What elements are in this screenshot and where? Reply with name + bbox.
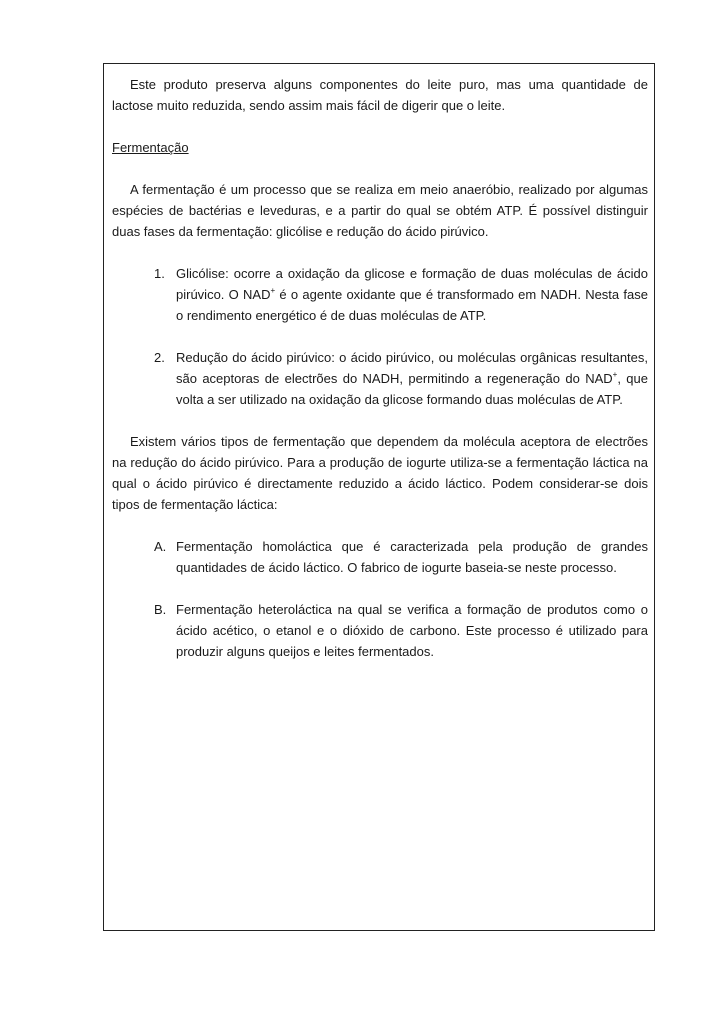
list-item (112, 347, 648, 410)
list-item-text: Fermentação heteroláctica na qual se verifica a formação de produtos como o ácido acético, o etanol e o dióxido de carbono. Este processo é utilizado para produzir alguns queijos e leites fermentados. (176, 602, 648, 659)
list-marker: B. (154, 602, 167, 617)
list-item-text: é o agente oxidante que é transformado em NADH. Nesta fase o rendimento energético é de duas moléculas de ATP. (176, 287, 648, 323)
list-item-text: Redução do ácido pirúvico: o ácido pirúvico, ou moléculas orgânicas resultantes, são aceptoras de electrões do NADH, permitindo a regeneração do NAD (176, 350, 648, 386)
superscript: + (612, 369, 618, 379)
superscript: + (270, 285, 276, 295)
intro-paragraph: Este produto preserva alguns componentes do leite puro, mas uma quantidade de lactose muito reduzida, sendo assim mais fácil de digerir que o leite. (112, 77, 648, 113)
list-item-text: Glicólise: ocorre a oxidação da glicose e formação de duas moléculas de ácido pirúvico. O NAD (176, 266, 648, 302)
fermentation-types-paragraph: Existem vários tipos de fermentação que dependem da molécula aceptora de electrões na redução do ácido pirúvico. Para a produção de iogurte utiliza-se a fermentação láctica na qual o ácido pirúvico é directamente reduzido a ácido láctico. Podem considerar-se dois tipos de fermentação láctica: (112, 434, 648, 512)
list-item-text: , que volta a ser utilizado na oxidação da glicose formando duas moléculas de ATP. (176, 371, 648, 407)
list-item (112, 263, 648, 326)
list-marker: 1. (154, 266, 165, 281)
list-item-text: Fermentação homoláctica que é caracterizada pela produção de grandes quantidades de ácido láctico. O fabrico de iogurte baseia-se neste processo. (176, 539, 648, 575)
document-content (112, 74, 648, 662)
list-item (112, 536, 648, 578)
list-marker: 2. (154, 350, 165, 365)
list-item (112, 599, 648, 662)
fermentation-paragraph: A fermentação é um processo que se realiza em meio anaeróbio, realizado por algumas espécies de bactérias e leveduras, e a partir do qual se obtém ATP. É possível distinguir duas fases da fermentação: glicólise e redução do ácido pirúvico. (112, 182, 648, 239)
list-marker: A. (154, 539, 167, 554)
numbered-list (112, 263, 648, 410)
lettered-list (112, 536, 648, 662)
section-heading: Fermentação (112, 140, 189, 155)
